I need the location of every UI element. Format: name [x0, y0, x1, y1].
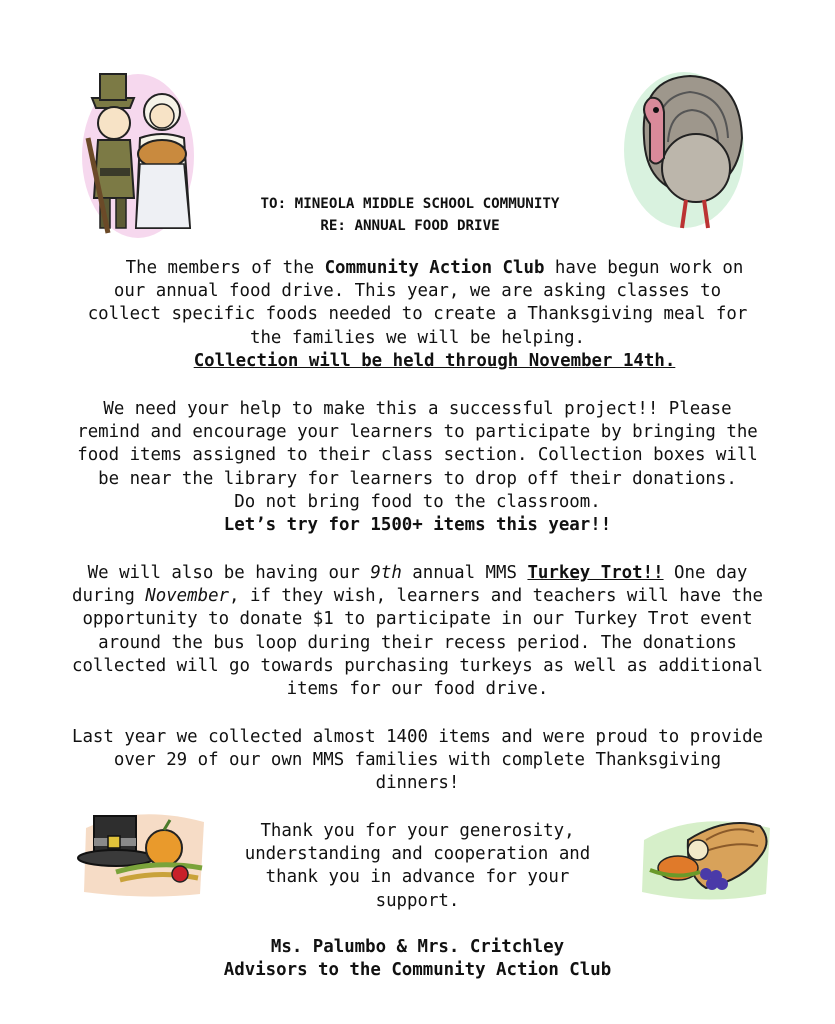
- last-year-paragraph: Last year we collected almost 1400 items and were proud to provide over 29 of our own MMS families with complete Thanksgiving dinners!: [71, 727, 764, 794]
- turkey-trot-paragraph: We will also be having our 9th annual MMS Turkey Trot!! One day during November, if they wish, learners and teachers will have the opportunity to donate $1 to participate in our Turkey Trot event around the bus loop during their recess period. The donations collected will go towards purchasing turkeys as well as additional items for our food drive.: [71, 563, 764, 700]
- to-line: TO: MINEOLA MIDDLE SCHOOL COMMUNITY: [260, 196, 560, 212]
- turkey-trot-event: Turkey Trot!!: [527, 563, 664, 583]
- memo-header: [160, 193, 660, 237]
- collection-deadline: Collection will be held through November 14th.: [193, 350, 676, 371]
- advisor-names: Ms. Palumbo & Mrs. Critchley: [270, 937, 565, 957]
- advisor-title: Advisors to the Community Action Club: [223, 960, 612, 981]
- items-goal: Let’s try for 1500+ items this year!!: [223, 515, 612, 536]
- thank-you-note: Thank you for your generosity, understanding and cooperation and thank you in advance for your support.: [244, 821, 591, 911]
- club-name: Community Action Club: [324, 258, 545, 278]
- help-paragraph: We need your help to make this a successful project!! Please remind and encourage your learners to participate by bringing the food items assigned to their class section. Collection boxes will be near the library for learners to drop off their donations. Do not bring food to the classroom. Let’s try for 1500+ items this year!!: [77, 399, 758, 536]
- cornucopia-icon: [636, 810, 776, 906]
- signature-block: [0, 936, 835, 982]
- intro-paragraph: The members of the Community Action Club have begun work on our annual food drive. This year, we are asking classes to collect specific foods needed to create a Thanksgiving meal for the families we will be helping. Collection will be held through November 14th.: [87, 258, 748, 371]
- re-line: RE: ANNUAL FOOD DRIVE: [320, 218, 500, 234]
